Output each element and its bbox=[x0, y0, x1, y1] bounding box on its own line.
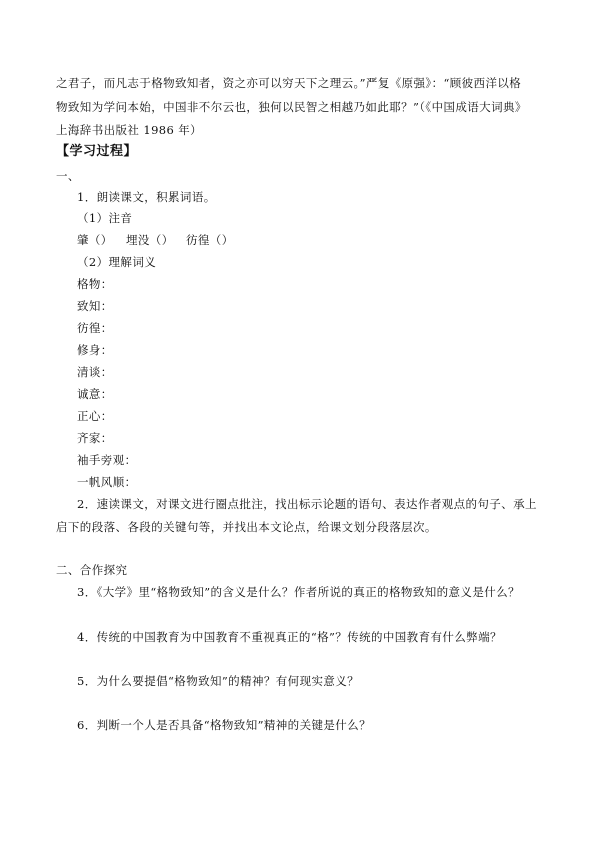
question-3: 3．《大学》里“格物致知”的含义是什么？作者所说的真正的格物致知的意义是什么？ bbox=[77, 585, 520, 599]
pinyin-term-2: 埋没（） bbox=[126, 233, 174, 247]
pinyin-term-1: 肇（） bbox=[77, 233, 113, 247]
term-item: 正心： bbox=[77, 409, 113, 423]
term-item: 袖手旁观： bbox=[77, 453, 137, 467]
term-item: 致知： bbox=[77, 299, 113, 313]
item-2-line-2: 启下的段落、各段的关键句等，并找出本文论点，给课文划分段落层次。 bbox=[56, 520, 437, 534]
pinyin-term-3: 彷徨（） bbox=[186, 233, 234, 247]
intro-line-3: 上海辞书出版社 1986 年） bbox=[56, 123, 203, 137]
part-one-label: 一、 bbox=[56, 169, 80, 183]
part-two-label: 二、合作探究 bbox=[56, 563, 128, 577]
question-6: 6．判断一个人是否具备“格物致知”精神的关键是什么？ bbox=[77, 718, 371, 732]
item-1: 1．朗读课文，积累词语。 bbox=[77, 190, 216, 204]
term-item: 诚意： bbox=[77, 387, 113, 401]
question-4: 4．传统的中国教育为中国教育不重视真正的“格”？传统的中国教育有什么弊端？ bbox=[77, 630, 502, 644]
term-item: 彷徨： bbox=[77, 321, 113, 335]
sub-item-meaning: （2）理解词义 bbox=[77, 255, 157, 269]
item-2-line-1: 2．速读课文，对课文进行圈点批注，找出标示论题的语句、表达作者观点的句子、承上 bbox=[77, 497, 537, 511]
term-item: 一帆风顺： bbox=[77, 475, 137, 489]
section-heading: 【学习过程】 bbox=[56, 144, 138, 159]
question-5: 5．为什么要提倡“格物致知”的精神？有何现实意义？ bbox=[77, 674, 360, 688]
intro-line-2: 物致知为学问本始，中国非不尔云也，独何以民智之相越乃如此耶？”（《中国成语大词典》 bbox=[56, 100, 527, 114]
term-item: 清谈： bbox=[77, 365, 113, 379]
term-item: 齐家： bbox=[77, 431, 113, 445]
intro-line-1: 之君子，而凡志于格物致知者，资之亦可以穷天下之理云。”严复《原强》：“顾彼西洋以格 bbox=[56, 76, 522, 90]
term-item: 格物： bbox=[77, 277, 113, 291]
sub-item-pinyin: （1）注音 bbox=[77, 211, 133, 225]
term-item: 修身： bbox=[77, 343, 113, 357]
